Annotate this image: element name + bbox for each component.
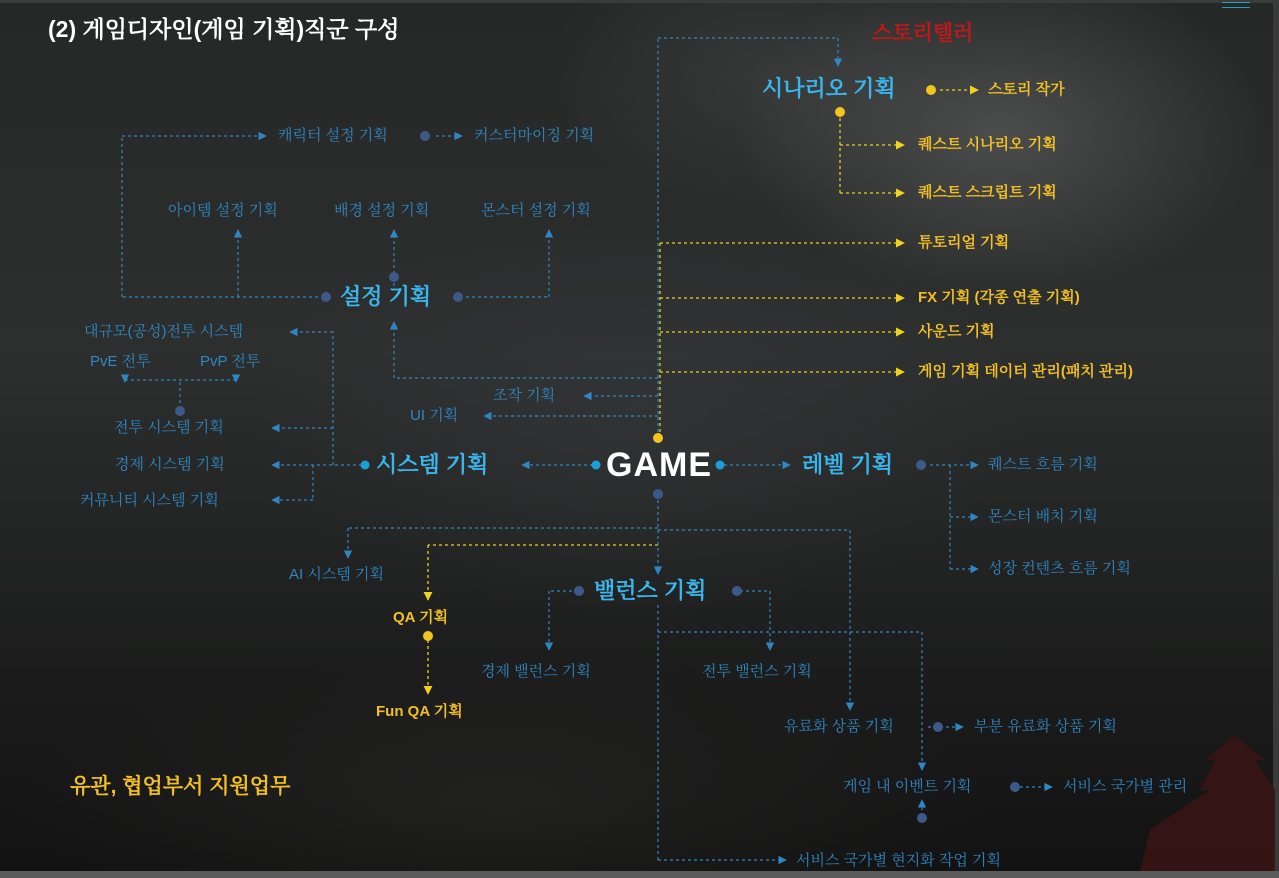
item-setting-node: 아이템 설정 기획 [168, 202, 278, 219]
storyteller-label: 스토리텔러 [872, 22, 974, 45]
story-writer-node: 스토리 작가 [988, 81, 1065, 98]
blue-connectors [122, 38, 1052, 860]
quest-script-node: 퀘스트 스크립트 기획 [918, 184, 1057, 201]
background-setting-node: 배경 설정 기획 [334, 202, 430, 219]
system-node: 시스템 기획 [376, 452, 489, 477]
setting-node: 설정 기획 [340, 284, 432, 309]
partial-paid-node: 부분 유료화 상품 기획 [974, 718, 1117, 735]
tutorial-node: 튜토리얼 기획 [918, 234, 1010, 251]
pagoda-silhouette [1140, 735, 1275, 871]
scenario-node: 시나리오 기획 [762, 76, 896, 101]
fx-node: FX 기획 (각종 연출 기획) [918, 289, 1080, 306]
ai-system-node: AI 시스템 기획 [289, 566, 384, 583]
ingame-event-node: 게임 내 이벤트 기획 [843, 778, 972, 795]
pve-node: PvE 전투 [90, 353, 151, 370]
growth-content-node: 성장 컨텐츠 흐름 기획 [988, 560, 1131, 577]
pvp-node: PvP 전투 [200, 353, 261, 370]
control-node: 조작 기획 [493, 387, 556, 404]
localization-node: 서비스 국가별 현지화 작업 기획 [796, 852, 1002, 869]
quest-scenario-node: 퀘스트 시나리오 기획 [918, 136, 1057, 153]
community-system-node: 커뮤니티 시스템 기획 [80, 492, 219, 509]
economy-balance-node: 경제 밸런스 기획 [481, 663, 591, 680]
mass-battle-node: 대규모(공성)전투 시스템 [84, 323, 244, 340]
service-country-node: 서비스 국가별 관리 [1063, 778, 1188, 795]
level-node: 레벨 기획 [802, 452, 894, 477]
game-center-label: GAME [606, 446, 712, 484]
qa-node: QA 기획 [393, 609, 449, 626]
data-management-node: 게임 기획 데이터 관리(패치 관리) [918, 363, 1134, 380]
economy-system-node: 경제 시스템 기획 [115, 456, 225, 473]
battle-balance-node: 전투 밸런스 기획 [702, 663, 812, 680]
support-work-label: 유관, 협업부서 지원업무 [70, 775, 291, 798]
quest-flow-node: 퀘스트 흐름 기획 [988, 456, 1098, 473]
balance-node: 밸런스 기획 [594, 578, 707, 603]
monster-placement-node: 몬스터 배치 기획 [988, 508, 1098, 525]
customizing-node: 커스터마이징 기획 [474, 127, 595, 144]
paid-product-node: 유료화 상품 기획 [784, 718, 894, 735]
monster-setting-node: 몬스터 설정 기획 [481, 202, 591, 219]
page-title: (2) 게임디자인(게임 기획)직군 구성 [48, 16, 400, 42]
battle-system-node: 전투 시스템 기획 [114, 419, 224, 436]
ui-node: UI 기획 [410, 407, 459, 424]
yellow-nodes [423, 85, 936, 641]
fun-qa-node: Fun QA 기획 [376, 703, 463, 720]
character-setting-node: 캐릭터 설정 기획 [278, 127, 388, 144]
sound-node: 사운드 기획 [918, 323, 995, 340]
